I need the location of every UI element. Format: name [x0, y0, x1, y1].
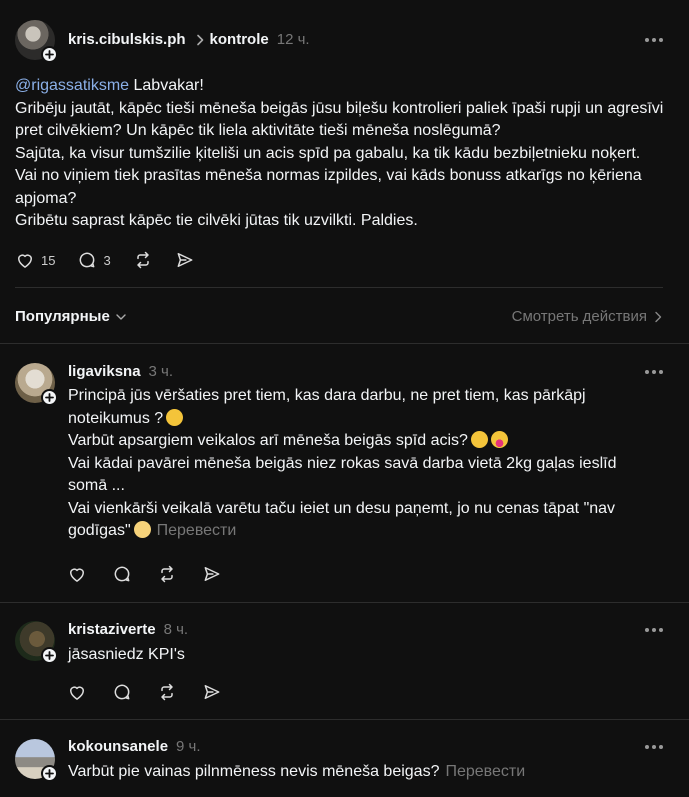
comment-icon — [77, 250, 97, 270]
sort-label: Популярные — [15, 308, 110, 325]
heart-icon — [67, 564, 87, 584]
emoji-icon — [471, 431, 488, 448]
reply-paragraph: Varbūt apsargiem veikalos arī mēneša beigās spīd acis? — [68, 432, 468, 449]
more-icon[interactable] — [645, 628, 663, 632]
chevron-right-icon — [196, 34, 204, 46]
author-username[interactable]: kris.cibulskis.ph — [68, 31, 186, 48]
reply-paragraph: Principā jūs vēršaties pret tiem, kas dara darbu, ne pret tiem, kas pārkāpj noteikumus ? — [68, 387, 586, 427]
reply-body — [68, 385, 638, 543]
main-post — [0, 0, 689, 290]
reply-paragraph: Varbūt pie vainas pilnmēness nevis mēneša beigas? — [68, 763, 440, 780]
follow-plus-icon[interactable] — [41, 46, 58, 63]
share-button[interactable] — [202, 682, 222, 702]
more-icon[interactable] — [645, 38, 663, 42]
translate-link[interactable]: Перевести — [445, 763, 526, 780]
reply-post — [0, 720, 689, 797]
comment-icon — [112, 682, 132, 702]
post-paragraph: Gribēju jautāt, kāpēc tieši mēneša beigās jūsu biļešu kontrolieri paliek īpaši rupji un agresīvi pret cilvēkiem? Un kāpēc tik liela aktivitāte tieši mēneša noslēgumā? — [15, 99, 664, 139]
chevron-right-icon — [651, 310, 665, 324]
comment-icon — [112, 564, 132, 584]
reply-username[interactable]: ligaviksna — [68, 363, 141, 380]
follow-plus-icon[interactable] — [41, 647, 58, 664]
emoji-icon — [166, 409, 183, 426]
repost-button[interactable] — [157, 564, 177, 584]
post-greeting: Labvakar! — [129, 77, 204, 94]
follow-plus-icon[interactable] — [41, 765, 58, 782]
share-icon — [202, 682, 222, 702]
reply-username[interactable]: kristaziverte — [68, 621, 156, 638]
reply-avatar[interactable] — [15, 739, 55, 779]
repost-button[interactable] — [133, 250, 153, 270]
sort-bar — [15, 306, 665, 328]
like-button[interactable] — [67, 682, 87, 702]
post-body — [15, 75, 665, 233]
repost-icon — [133, 250, 153, 270]
sort-dropdown[interactable] — [15, 308, 128, 325]
more-icon[interactable] — [645, 745, 663, 749]
share-button[interactable] — [202, 564, 222, 584]
repost-icon — [157, 564, 177, 584]
follow-plus-icon[interactable] — [41, 389, 58, 406]
comment-button[interactable] — [77, 250, 110, 270]
reply-paragraph: Vai kādai pavārei mēneša beigās niez rokas savā darba vietā 2kg gaļas ieslīd somā ... — [68, 454, 617, 494]
reply-body — [68, 761, 658, 784]
divider — [15, 287, 663, 288]
author-avatar[interactable] — [15, 20, 55, 60]
emoji-icon — [491, 431, 508, 448]
emoji-icon — [134, 521, 151, 538]
reply-body — [68, 644, 638, 667]
post-paragraph: Sajūta, ka visur tumšzilie ķiteliši un acis spīd pa gabalu, ka tik kādu bezbiļetnieku noķert. Vai no viņiem tiek prasītas mēneša normas izpildes, vai kāds bonuss atkarīgs no ķēriena apjoma? — [15, 144, 642, 207]
reply-time[interactable]: 3 ч. — [148, 363, 174, 380]
more-icon[interactable] — [645, 370, 663, 374]
reply-post — [0, 344, 689, 602]
reply-username[interactable]: kokounsanele — [68, 738, 169, 755]
post-time[interactable]: 12 ч. — [276, 31, 310, 48]
reply-time[interactable]: 8 ч. — [163, 621, 189, 638]
like-button[interactable] — [67, 564, 87, 584]
comment-button[interactable] — [112, 682, 132, 702]
repost-icon — [157, 682, 177, 702]
post-paragraph: Gribētu saprast kāpēc tie cilvēki jūtas tik uzvilkti. Paldies. — [15, 212, 418, 229]
share-icon — [202, 564, 222, 584]
translate-link[interactable]: Перевести — [156, 522, 237, 539]
share-button[interactable] — [175, 250, 195, 270]
like-count: 15 — [41, 252, 56, 268]
share-icon — [175, 250, 195, 270]
heart-icon — [15, 250, 35, 270]
chevron-down-icon — [114, 310, 128, 324]
repost-button[interactable] — [157, 682, 177, 702]
topic-tag[interactable]: kontrole — [209, 31, 269, 48]
like-button[interactable] — [15, 250, 55, 270]
reply-avatar[interactable] — [15, 621, 55, 661]
reply-time[interactable]: 9 ч. — [176, 738, 201, 755]
view-activity-label: Смотреть действия — [511, 308, 647, 325]
view-activity-link[interactable] — [512, 308, 665, 325]
reply-paragraph: jāsasniedz KPI's — [68, 646, 185, 663]
reply-paragraph: Vai vienkārši veikalā varētu taču ieiet un desu paņemt, jo nu cenas tāpat "nav godīgas" — [68, 499, 616, 539]
reply-avatar[interactable] — [15, 363, 55, 403]
reply-post — [0, 603, 689, 719]
comment-count: 3 — [103, 252, 111, 268]
heart-icon — [67, 682, 87, 702]
mention-link[interactable]: @rigassatiksme — [15, 77, 130, 94]
comment-button[interactable] — [112, 564, 132, 584]
